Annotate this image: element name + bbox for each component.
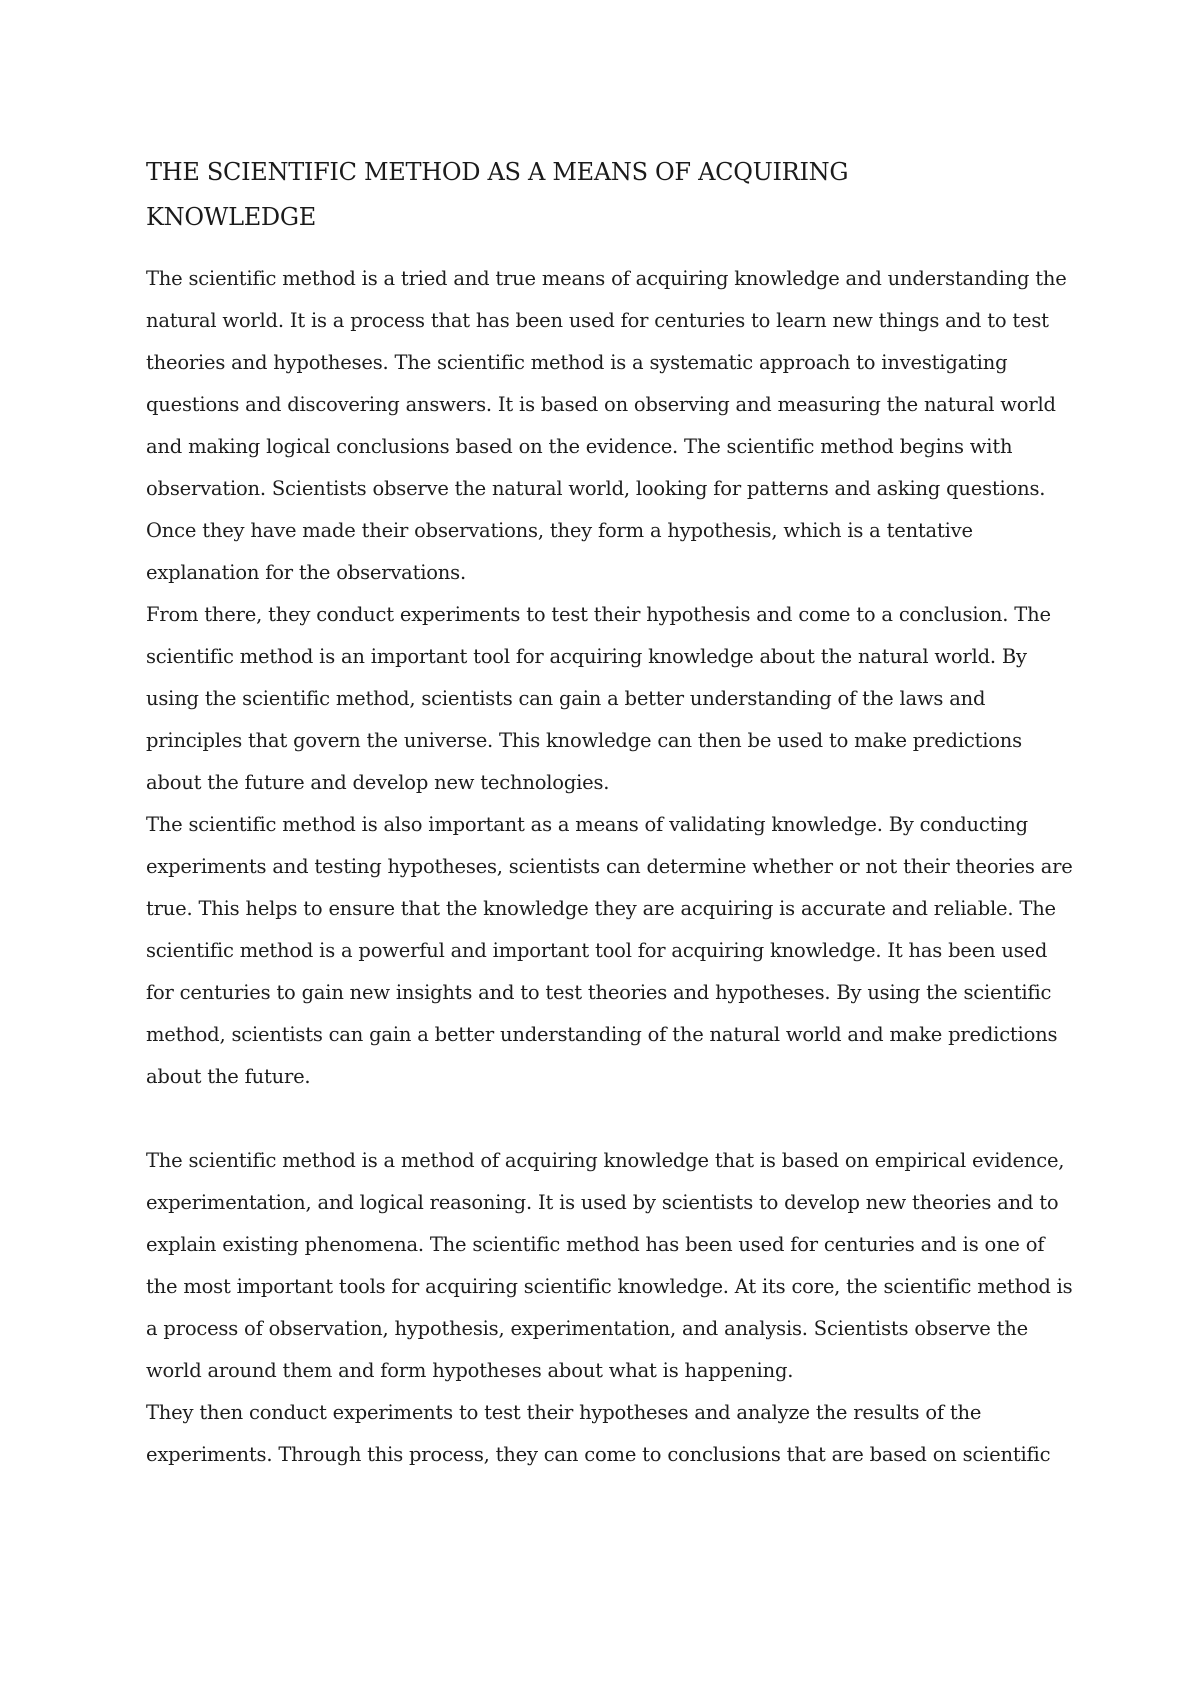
title-line-1: THE SCIENTIFIC METHOD AS A MEANS OF ACQUIRING [146, 158, 849, 186]
paragraph-2: From there, they conduct experiments to test their hypothesis and come to a conclusion. The scientific method is an important tool for acquiring knowledge about the natural world. By using the scientific method, scientists can gain a better understanding of the laws and principles that govern the universe. This knowledge can then be used to make predictions about the future and develop new technologies. [146, 603, 1051, 794]
paragraph-3: The scientific method is also important as a means of validating knowledge. By conducting experiments and testing hypotheses, scientists can determine whether or not their theories are true. This helps to ensure that the knowledge they are acquiring is accurate and reliable. The scientific method is a powerful and important tool for acquiring knowledge. It has been used for centuries to gain new insights and to test theories and hypotheses. By using the scientific method, scientists can gain a better understanding of the natural world and make predictions about the future. [146, 813, 1073, 1088]
paragraph-5: They then conduct experiments to test their hypotheses and analyze the results of the experiments. Through this process, they can come to conclusions that are based on scientific [146, 1401, 1051, 1466]
paragraph-1: The scientific method is a tried and true means of acquiring knowledge and understanding the natural world. It is a process that has been used for centuries to learn new things and to test theories and hypotheses. The scientific method is a systematic approach to investigating questions and discovering answers. It is based on observing and measuring the natural world and making logical conclusions based on the evidence. The scientific method begins with observation. Scientists observe the natural world, looking for patterns and asking questions. Once they have made their observations, they form a hypothesis, which is a tentative explanation for the observations. [146, 267, 1067, 584]
title-line-2: KNOWLEDGE [146, 203, 316, 231]
document-body [146, 150, 1076, 1476]
paragraph-break [146, 1098, 1076, 1140]
document-title [146, 150, 1076, 240]
title-spacing [146, 240, 1076, 258]
paragraph-4: The scientific method is a method of acquiring knowledge that is based on empirical evidence, experimentation, and logical reasoning. It is used by scientists to develop new theories and to explain existing phenomena. The scientific method has been used for centuries and is one of the most important tools for acquiring scientific knowledge. At its core, the scientific method is a process of observation, hypothesis, experimentation, and analysis. Scientists observe the world around them and form hypotheses about what is happening. [146, 1149, 1073, 1382]
